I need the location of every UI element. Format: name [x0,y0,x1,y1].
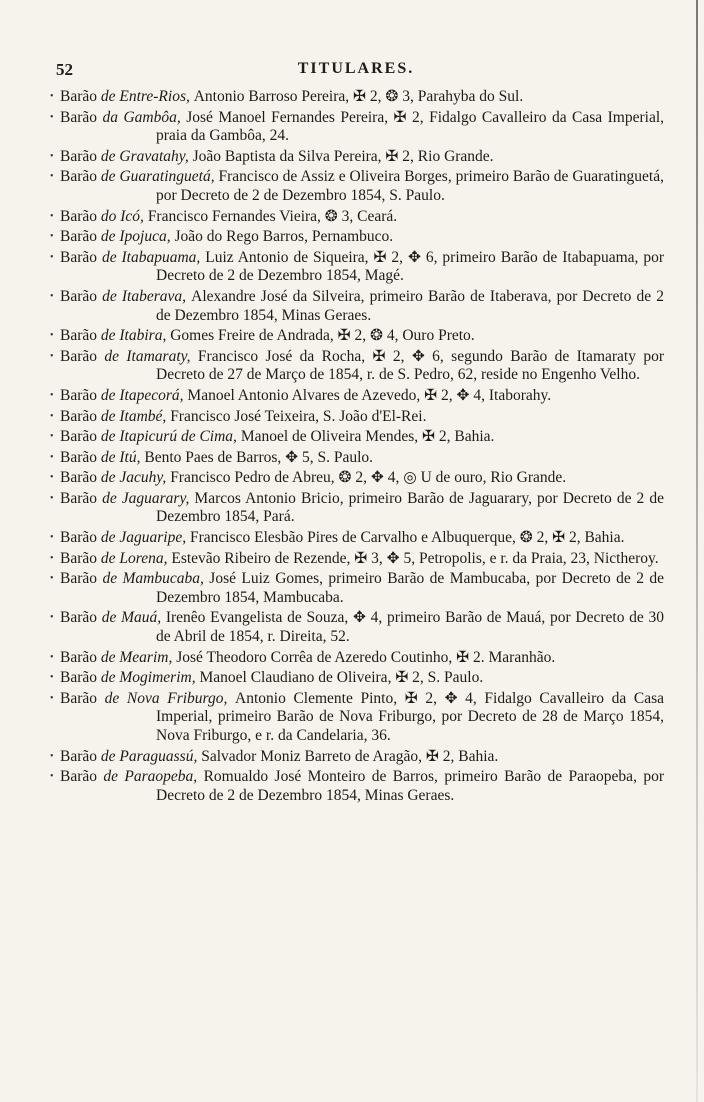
list-item [50,570,664,607]
margin-mark: • [50,771,54,783]
title-rank: Barão [60,570,103,588]
list-item [50,768,664,805]
list-item [50,529,664,548]
title-rank: Barão [60,689,105,707]
margin-mark: • [50,150,54,162]
title-rank: Barão [60,207,101,225]
margin-mark: • [50,231,54,243]
title-rank: Barão [60,88,101,105]
title-rank: Barão [60,469,101,487]
entry-text: Bento Paes de Barros, ✥ 5, S. Paulo. [144,448,374,466]
title-place: de Jaguarary, [102,489,195,507]
running-title: TITULARES. [297,60,415,77]
title-place: do Icó, [100,207,148,225]
margin-mark: • [50,111,54,123]
margin-mark: • [50,389,54,401]
list-item [50,609,665,646]
margin-mark: • [50,552,54,564]
list-item [50,448,664,468]
margin-mark: • [50,651,54,663]
title-rank: Barão [60,407,101,425]
title-place: de Entre-Rios, [100,88,194,105]
title-rank: Barão [60,347,105,365]
list-item [50,549,664,569]
margin-mark: • [50,472,54,484]
title-place: de Jaguaripe, [100,529,190,547]
entry-text: Luiz Antonio de Siqueira, ✠ 2, ✥ 6, primeiro Barão de Itabapuama, por Decreto de 2 de Dezembro 1854, Magé. [156,248,664,285]
title-place: da Gambôa, [102,108,187,126]
title-place: de Itaberava, [102,287,192,305]
page-header [56,60,656,84]
margin-mark: • [50,451,54,463]
title-place: de Itapicurú de Cima, [100,428,241,446]
title-place: de Paraguassú, [100,747,202,765]
entry-text: Marcos Antonio Bricio, primeiro Barão de Jaguarary, por Decreto de 2 de Dezembro 1854, Pará. [156,489,664,526]
list-item [50,88,664,107]
title-place: de Nova Friburgo, [104,689,236,707]
title-place: de Mambucaba, [102,570,210,588]
title-rank: Barão [60,529,101,547]
title-rank: Barão [60,386,101,404]
title-rank: Barão [60,327,101,345]
entry-text: Francisco José Teixeira, S. João d'El-Rei. [170,407,427,425]
entry-text: Alexandre José da Silveira, primeiro Barão de Itaberava, por Decreto de 2 de Dezembro 1854, Minas Geraes. [156,287,665,324]
entry-text: Estevão Ribeiro de Rezende, ✠ 3, ✥ 5, Petropolis, e r. da Praia, 23, Nictheroy. [171,549,659,567]
title-place: de Mauá, [101,609,166,627]
margin-mark: • [50,492,54,504]
title-place: de Itú, [100,448,145,466]
entry-text: João do Rego Barros, Pernambuco. [174,228,394,246]
entry-text: João Baptista da Silva Pereira, ✠ 2, Rio Grande. [192,147,494,165]
title-rank: Barão [60,147,101,165]
title-place: de Guaratinguetá, [100,168,219,186]
margin-mark: • [50,612,54,624]
list-item [50,147,664,167]
title-place: de Lorena, [100,549,172,567]
list-item [50,327,664,346]
title-rank: Barão [60,168,101,186]
entry-text: Antonio Clemente Pinto, ✠ 2, ✥ 4, Fidalgo Cavalleiro da Casa Imperial, primeiro Barão de Nova Friburgo, por Decreto de 28 de Março 1854, Nova Friburgo, e r. da Candelaria, 36. [156,689,664,744]
title-rank: Barão [60,768,104,786]
margin-mark: • [50,672,54,684]
list-item [50,248,664,286]
title-rank: Barão [60,228,101,246]
title-rank: Barão [60,489,103,507]
entry-text: Manoel Claudiano de Oliveira, ✠ 2, S. Paulo. [199,669,484,687]
title-rank: Barão [60,108,103,126]
title-place: de Mearim, [100,648,177,666]
title-place: de Itambé, [100,407,171,425]
list-item [50,287,665,325]
title-place: de Gravatahy, [100,147,193,165]
title-place: de Paraopeba, [103,768,204,786]
entry-text: Manoel de Oliveira Mendes, ✠ 2, Bahia. [240,428,495,446]
title-rank: Barão [60,448,101,466]
title-rank: Barão [60,648,101,666]
entry-text: Francisco Elesbão Pires de Carvalho e Albuquerque, ❂ 2, ✠ 2, Bahia. [190,529,625,547]
title-place: de Itapecorá, [100,386,188,404]
entry-text: Salvador Moniz Barreto de Aragão, ✠ 2, Bahia. [201,747,499,765]
entry-text: Francisco de Assiz e Oliveira Borges, primeiro Barão de Guaratinguetá, por Decreto de 2 de Dezembro 1854, S. Paulo. [156,168,664,204]
list-item [50,747,664,767]
list-item [50,489,664,527]
entry-text: José Theodoro Corrêa de Azeredo Coutinho, ✠ 2. Maranhão. [176,648,556,666]
list-item [50,386,664,406]
margin-mark: • [50,410,54,422]
margin-mark: • [50,750,54,762]
margin-mark: • [50,171,54,183]
list-item [50,168,664,205]
title-rank: Barão [60,669,101,687]
title-rank: Barão [60,747,101,765]
margin-mark: • [50,91,54,102]
margin-mark: • [50,431,54,443]
list-item [50,108,665,146]
list-item [50,207,664,227]
list-item [50,669,664,688]
title-rank: Barão [60,248,102,266]
margin-mark: • [50,290,54,302]
title-rank: Barão [60,287,103,305]
title-place: de Mogimerim, [100,669,200,687]
page-edge [696,0,698,1102]
margin-mark: • [50,330,54,342]
entry-text: Manoel Antonio Alvares de Azevedo, ✠ 2, ✥ 4, Itaborahy. [187,386,552,404]
margin-mark: • [50,251,54,263]
list-item [50,689,664,746]
entry-text: José Manoel Fernandes Pereira, ✠ 2, Fidalgo Cavalleiro da Casa Imperial, praia da Gambôa, 24. [156,108,665,145]
list-item [50,428,664,447]
title-rank: Barão [60,549,101,567]
list-item [50,469,664,488]
entry-text: Francisco José da Rocha, ✠ 2, ✥ 6, segundo Barão de Itamaraty por Decreto de 27 de Março de 1854, r. de S. Pedro, 62, reside no Engenho Velho. [156,347,665,384]
entry-text: Gomes Freire de Andrada, ✠ 2, ❂ 4, Ouro Preto. [170,327,475,345]
margin-mark: • [50,532,54,544]
entry-text: Irenêo Evangelista de Souza, ✥ 4, primeiro Barão de Mauá, por Decreto de 30 de Abril de 1854, r. Direita, 52. [156,609,665,646]
entry-text: José Luiz Gomes, primeiro Barão de Mambucaba, por Decreto de 2 de Dezembro 1854, Mambucaba. [156,570,664,606]
margin-mark: • [50,350,54,362]
title-place: de Itabapuama, [101,248,206,266]
margin-mark: • [50,210,54,222]
entry-text: Romualdo José Monteiro de Barros, primeiro Barão de Paraopeba, por Decreto de 2 de Dezembro 1854, Minas Geraes. [156,768,664,804]
page-number: 52 [56,60,73,79]
margin-mark: • [50,573,54,585]
margin-mark: • [50,692,54,704]
list-item [50,407,664,427]
list-item [50,228,664,247]
title-place: de Itamaraty, [104,347,198,365]
entry-text: Francisco Fernandes Vieira, ❂ 3, Ceará. [147,207,398,225]
title-rank: Barão [60,609,102,627]
entry-text: Antonio Barroso Pereira, ✠ 2, ❂ 3, Parahyba do Sul. [193,88,524,105]
title-place: de Jacuhy, [100,469,171,487]
list-item [50,347,665,385]
title-place: de Ipojuca, [100,228,175,246]
entry-list [50,88,665,807]
entry-text: Francisco Pedro de Abreu, ❂ 2, ✥ 4, ◎ U de ouro, Rio Grande. [170,469,567,487]
title-rank: Barão [60,428,101,446]
title-place: de Itabira, [100,327,171,345]
list-item [50,648,664,668]
